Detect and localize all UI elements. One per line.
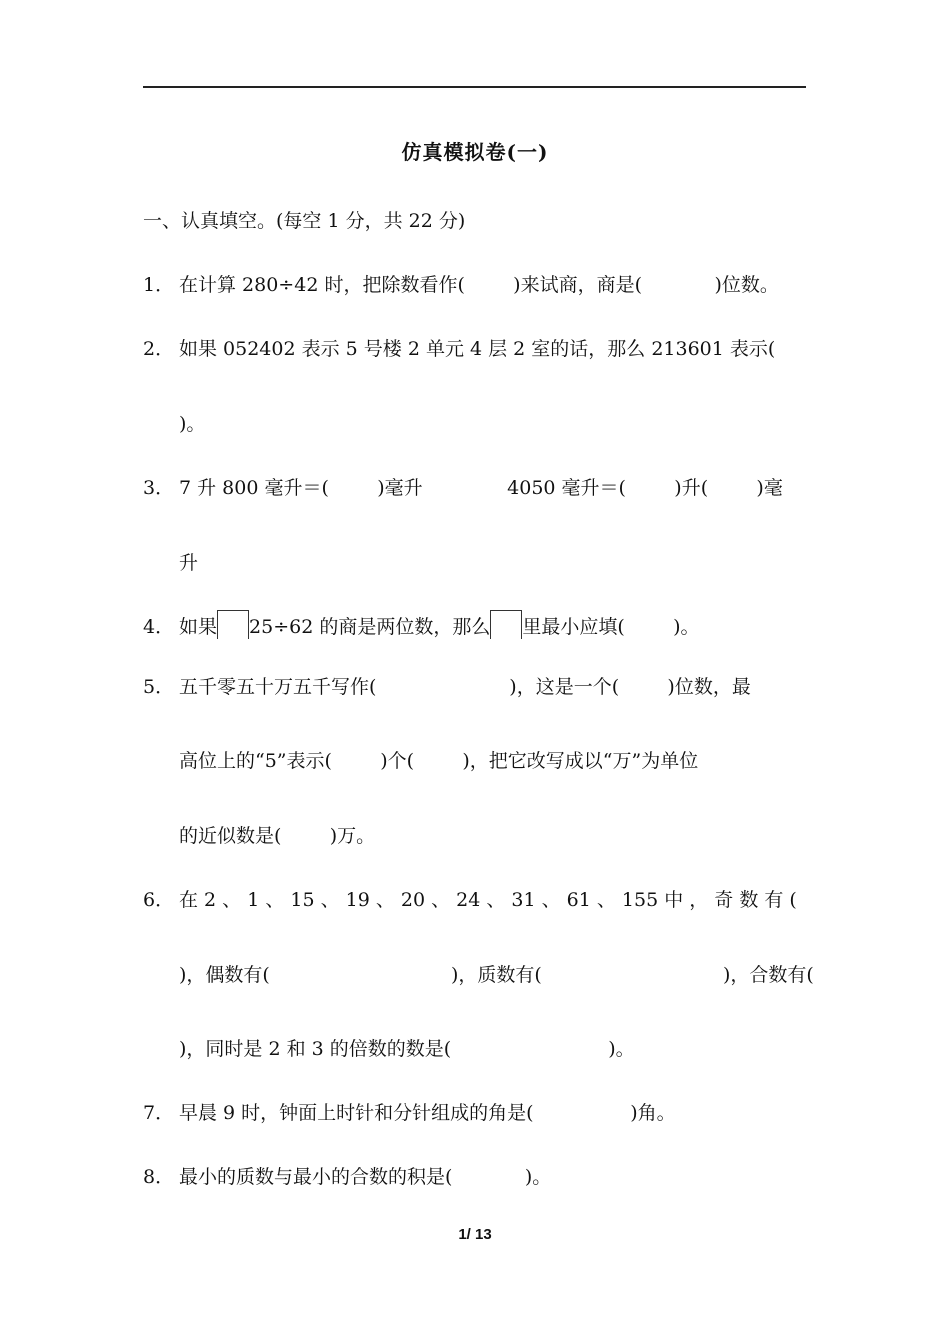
- question-number: 6．: [143, 889, 175, 911]
- question-6-continued: )，偶数有( )，质数有( )，合数有(: [179, 964, 814, 986]
- question-text: 在计算 280÷42 时，把除数看作( )来试商，商是( )位数。: [179, 274, 779, 296]
- question-number: 5．: [143, 676, 175, 698]
- blank-box: [490, 610, 522, 639]
- question-6-continued: )，同时是 2 和 3 的倍数的数是( )。: [179, 1038, 635, 1060]
- question-text: 里最小应填( )。: [522, 616, 700, 638]
- page-title: 仿真模拟卷(一): [401, 140, 549, 164]
- section-heading: 一、认真填空。(每空 1 分，共 22 分): [143, 210, 466, 232]
- question-1: [143, 276, 779, 295]
- page-number: 1/ 13: [458, 1226, 492, 1243]
- question-5: [143, 678, 751, 697]
- question-text: 最小的质数与最小的合数的积是( )。: [179, 1166, 552, 1188]
- question-number: 1．: [143, 274, 175, 296]
- question-3: [143, 479, 783, 498]
- question-number: 2．: [143, 338, 175, 360]
- question-7: [143, 1104, 676, 1123]
- question-8: [143, 1168, 551, 1187]
- header-rule: [143, 86, 806, 88]
- question-text: 如果 052402 表示 5 号楼 2 单元 4 层 2 室的话，那么 213601 表示(: [179, 338, 776, 360]
- question-text: 早晨 9 时，钟面上时针和分针组成的角是( )角。: [179, 1102, 676, 1124]
- question-2-continued: )。: [179, 413, 206, 435]
- question-text: 7 升 800 毫升＝( )毫升 4050 毫升＝( )升( )毫: [179, 477, 783, 499]
- question-number: 8．: [143, 1166, 175, 1188]
- question-2: [143, 340, 775, 359]
- question-text: 五千零五十万五千写作( )，这是一个( )位数，最: [179, 676, 751, 698]
- question-3-continued: 升: [179, 552, 199, 574]
- question-text: 在 2 、 1 、 15 、 19 、 20 、 24 、 31 、 61 、 155 中 ， 奇 数 有 (: [179, 889, 797, 911]
- question-4: [143, 610, 700, 639]
- question-text: 25÷62 的商是两位数，那么: [249, 616, 491, 638]
- question-number: 4．: [143, 616, 175, 638]
- question-number: 3．: [143, 477, 175, 499]
- question-5-continued: 的近似数是( )万。: [179, 825, 376, 847]
- question-5-continued: 高位上的“5”表示( )个( )，把它改写成以“万”为单位: [179, 750, 699, 772]
- blank-box: [217, 610, 249, 639]
- question-text: 如果: [179, 616, 218, 638]
- question-6: [143, 891, 797, 910]
- question-number: 7．: [143, 1102, 175, 1124]
